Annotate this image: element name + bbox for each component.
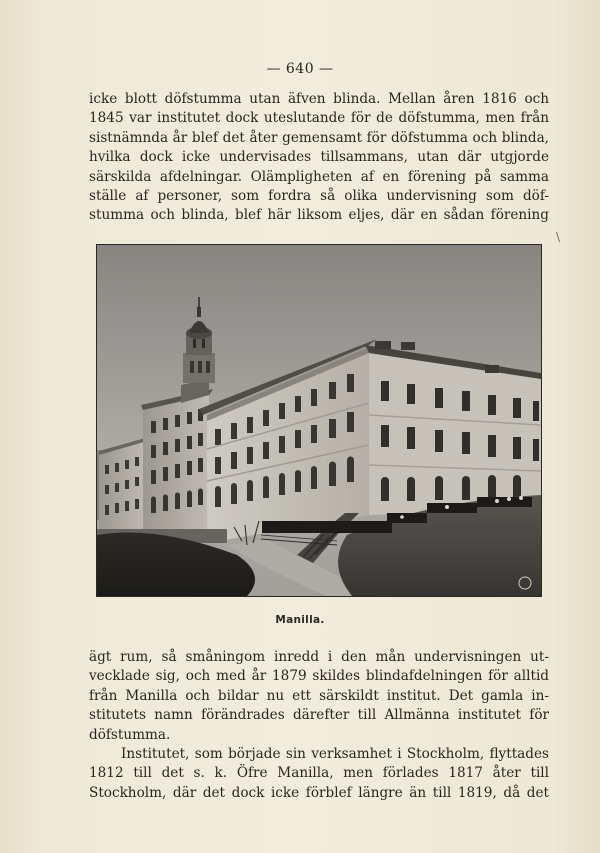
text-line: döfstumma. bbox=[89, 726, 171, 743]
text-line: 1845 var institutet dock uteslutande för de döfstumma, men från bbox=[89, 110, 549, 127]
text-line: vecklade sig, och med år 1879 skildes blindafdelningen för alltid bbox=[89, 668, 549, 685]
text-line: sistnämnda år blef det åter gemensamt för döfstumma och blinda, bbox=[89, 129, 549, 146]
text-line: icke blott döfstumma utan äfven blinda. Mellan åren 1816 och bbox=[89, 91, 549, 107]
text-line: hvilka dock icke undervisades tillsammans, utan där utgjorde bbox=[89, 149, 549, 166]
manilla-building-photo bbox=[96, 244, 542, 597]
text-line: 1812 till det s. k. Öfre Manilla, men förlades 1817 åter till bbox=[89, 765, 549, 782]
text-line: ställe af personer, som fordra så olika undervisning som döf- bbox=[89, 188, 549, 205]
text-line: Institutet, som började sin verksamhet i Stockholm, flyttades bbox=[121, 746, 549, 763]
figure-caption: Manilla. bbox=[275, 614, 325, 626]
text-line: stitutets namn förändrades därefter till Allmänna institutet för bbox=[89, 707, 549, 724]
text-line: från Manilla och bildar nu ett särskildt institut. Det gamla in- bbox=[89, 687, 549, 704]
text-line: stumma och blinda, blef här liksom eljes, där en sådan förening bbox=[89, 207, 549, 224]
text-line: särskilda afdelningar. Olämpligheten af en förening på samma bbox=[89, 168, 549, 185]
page-number: — 640 — bbox=[266, 61, 334, 77]
text-line: ägt rum, så småningom inredd i den mån undervisningen ut- bbox=[89, 649, 549, 665]
paragraph-bottom bbox=[89, 648, 549, 803]
paragraph-top bbox=[89, 90, 549, 226]
margin-mark: \ bbox=[556, 230, 561, 244]
text-line: Stockholm, där det dock icke förblef längre än till 1819, då det bbox=[89, 784, 549, 801]
